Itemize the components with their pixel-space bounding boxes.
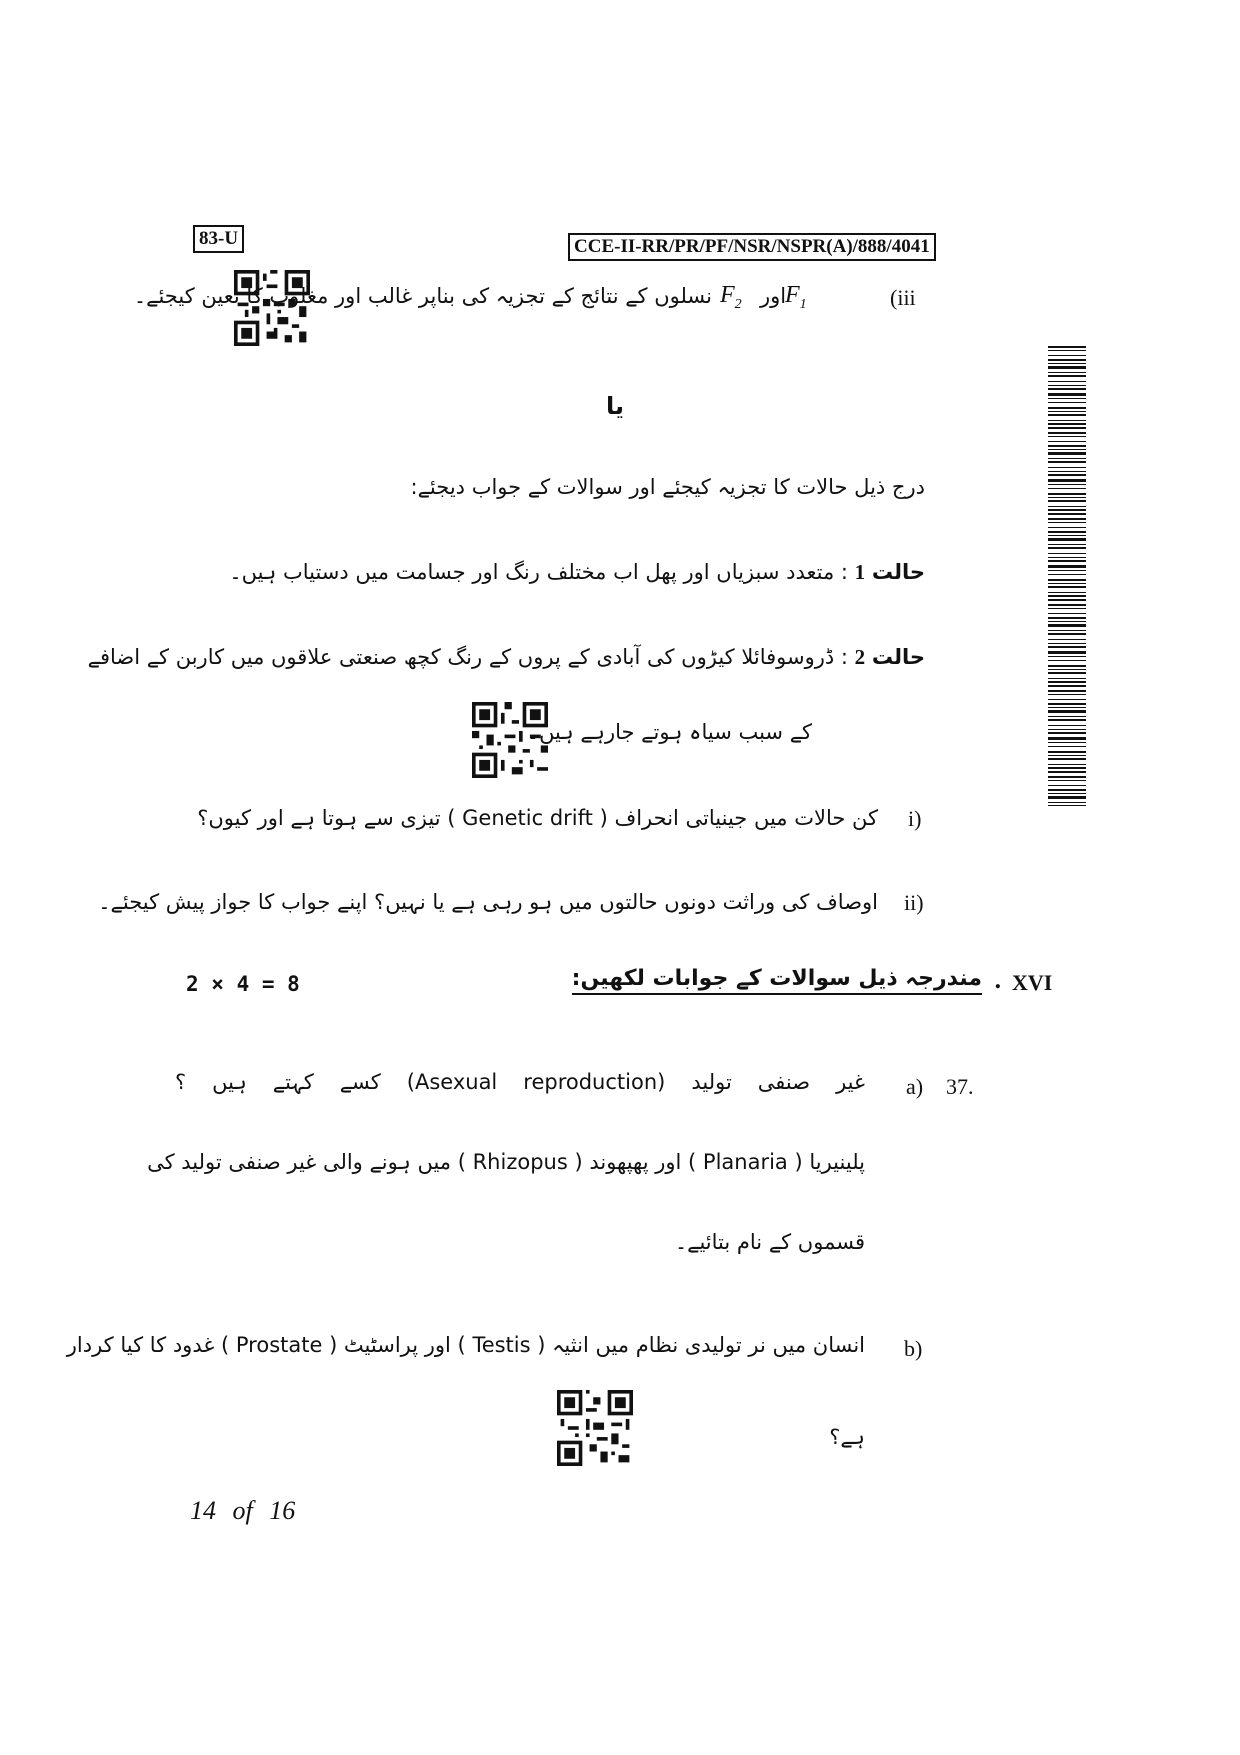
case-2: حالت 2 : ڈروسوفائلا کیڑوں کی آبادی کے پروں کے رنگ کچھ صنعتی علاقوں میں کاربن کے اضافے	[87, 645, 925, 669]
case-instruction: درج ذیل حالات کا تجزیہ کیجئے اور سوالات کے جواب دیجئے:	[410, 475, 925, 499]
exam-code: CCE-II-RR/PR/PF/NSR/NSPR(A)/888/4041	[574, 236, 930, 257]
q-iii-f2: $F_2$	[720, 282, 742, 312]
q-iii-text: نسلوں کے نتائج کے تجزیہ کی بناپر غالب اور مغلوب کا تعین کیجئے۔	[133, 284, 712, 308]
paper-code-box	[193, 225, 244, 253]
q37-line2: پلینیریا ( Planaria ) اور پھپھوند ( Rhizopus ) میں ہونے والی غیر صنفی تولید کی	[147, 1150, 865, 1174]
case-2-label: حالت	[871, 645, 925, 669]
sub-ii-text: اوصاف کی وراثت دونوں حالتوں میں ہو رہی ہے یا نہیں؟ اپنے جواب کا جواز پیش کیجئے۔	[98, 890, 878, 914]
page-current: 14	[190, 1496, 216, 1525]
q37b-line1: انسان میں نر تولیدی نظام میں انثیہ ( Testis ) اور پراسٹیٹ ( Prostate ) غدود کا کیا کردار	[66, 1333, 865, 1357]
case-2-text-line1: ڈروسوفائلا کیڑوں کی آبادی کے پروں کے رنگ کچھ صنعتی علاقوں میں کاربن کے اضافے	[87, 645, 835, 669]
q37-line3: قسموں کے نام بتائیے۔	[674, 1230, 865, 1254]
sub-i-text: کن حالات میں جینیاتی انحراف ( Genetic drift ) تیزی سے ہوتا ہے اور کیوں؟	[197, 806, 878, 830]
section-marks: 2 × 4 = 8	[186, 972, 300, 996]
q37-line1: غیر صنفی تولید (Asexual reproduction) کسے کہتے ہیں ؟	[175, 1070, 866, 1094]
q-iii-and: اور	[760, 284, 787, 308]
section-label: XVI	[1012, 970, 1053, 995]
q-iii-f1: $F_1$	[785, 282, 807, 312]
case-1-number: 1	[854, 560, 866, 584]
exam-code-box	[568, 233, 936, 261]
barcode-icon	[1048, 346, 1086, 806]
case-1-label: حالت	[871, 560, 925, 584]
qr-code-icon	[557, 1390, 633, 1466]
or-divider: یا	[606, 392, 625, 420]
case-1-text: متعدد سبزیاں اور پھل اب مختلف رنگ اور جسامت میں دستیاب ہیں۔	[229, 560, 835, 584]
page-total: 16	[269, 1496, 296, 1525]
page-number	[190, 1496, 295, 1526]
q37-part-b: b)	[904, 1336, 923, 1361]
page-of: of	[232, 1496, 253, 1525]
case-2-text-line2: کے سبب سیاہ ہوتے جارہے ہیں۔	[526, 720, 812, 744]
case-1: حالت 1 : متعدد سبزیاں اور پھل اب مختلف رنگ اور جسامت میں دستیاب ہیں۔	[229, 560, 925, 584]
q37-part-a: a)	[906, 1074, 924, 1099]
q37b-line2: ہے؟	[829, 1425, 865, 1449]
sub-ii-number: ii)	[904, 890, 924, 915]
q37-number: 37.	[946, 1074, 974, 1099]
section-title: مندرجہ ذیل سوالات کے جوابات لکھیں:	[572, 966, 982, 995]
case-2-number: 2	[854, 645, 866, 669]
q-iii-number: (iii	[890, 285, 916, 310]
qr-code-icon	[234, 270, 310, 346]
sub-i-number: i)	[908, 806, 922, 831]
paper-code: 83-U	[199, 228, 239, 249]
